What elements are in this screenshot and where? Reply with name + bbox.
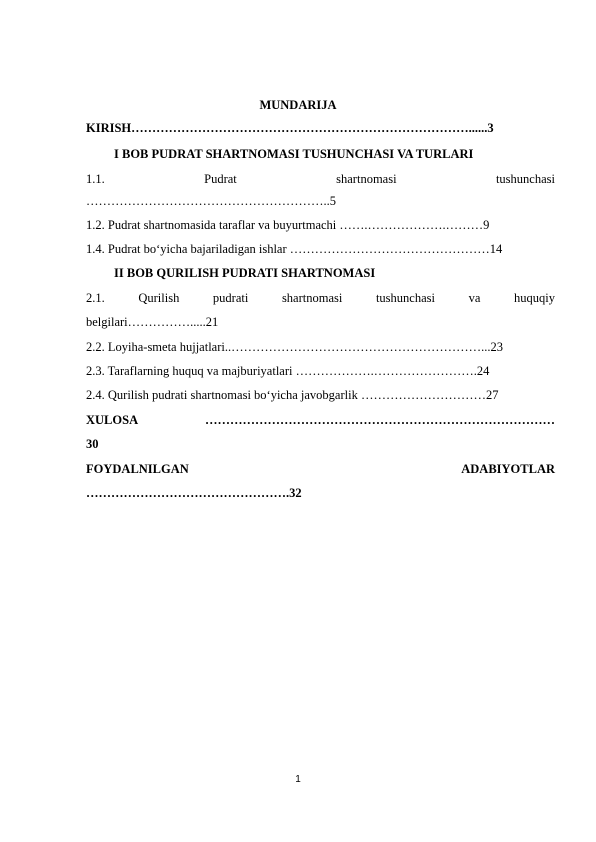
toc-word: 1.1. <box>86 172 105 186</box>
toc-entry-xulosa <box>86 412 555 428</box>
toc-word: shartnomasi <box>281 291 343 305</box>
toc-word: Pudrat <box>204 172 237 186</box>
page-number: 1 <box>295 774 301 785</box>
toc-chapter-1-heading: I BOB PUDRAT SHARTNOMASI TUSHUNCHASI VA TURLARI <box>114 147 474 161</box>
toc-title: MUNDARIJA <box>259 98 337 112</box>
toc-entry-adabiyotlar <box>86 461 555 477</box>
toc-entry-xulosa-page: 30 <box>86 437 99 451</box>
toc-entry-1-2: 1.2. Pudrat shartnomasida taraflar va buyurtmachi …….……………….………9 <box>86 218 490 232</box>
toc-word: va <box>468 291 481 305</box>
toc-entry-2-4: 2.4. Qurilish pudrati shartnomasi bo‘yicha javobgarlik …………………………27 <box>86 388 499 402</box>
toc-leader-dots: ………………………………………………………………………… <box>205 413 555 427</box>
toc-word: 2.1. <box>86 291 105 305</box>
toc-word: pudrati <box>212 291 249 305</box>
toc-entry-2-2: 2.2. Loyiha-smeta hujjatlari..……………………………………………………...23 <box>86 340 503 354</box>
toc-chapter-2-heading: II BOB QURILISH PUDRATI SHARTNOMASI <box>114 266 376 280</box>
toc-word: huquqiy <box>513 291 555 305</box>
toc-word: Qurilish <box>138 291 180 305</box>
toc-word: FOYDALNILGAN <box>86 462 189 476</box>
toc-word: XULOSA <box>86 413 139 427</box>
toc-entry-2-1 <box>86 290 555 306</box>
toc-word: tushunchasi <box>495 172 555 186</box>
toc-entry-1-1-continuation: …………………………………………………..5 <box>86 194 336 208</box>
toc-entry-adabiyotlar-continuation: ………………………………………….32 <box>86 486 302 500</box>
toc-word: shartnomasi <box>336 172 397 186</box>
toc-word: ADABIYOTLAR <box>461 462 555 476</box>
toc-entry-kirish: KIRISH………………………………………………………………………......3 <box>86 121 494 135</box>
toc-word: tushunchasi <box>375 291 435 305</box>
toc-entry-2-3: 2.3. Taraflarning huquq va majburiyatlari ……………….…………………….24 <box>86 364 490 378</box>
toc-entry-1-1 <box>86 171 555 187</box>
toc-entry-1-4: 1.4. Pudrat bo‘yicha bajariladigan ishlar …………………………………………14 <box>86 242 503 256</box>
toc-entry-2-1-continuation: belgilari…………….....21 <box>86 315 219 329</box>
